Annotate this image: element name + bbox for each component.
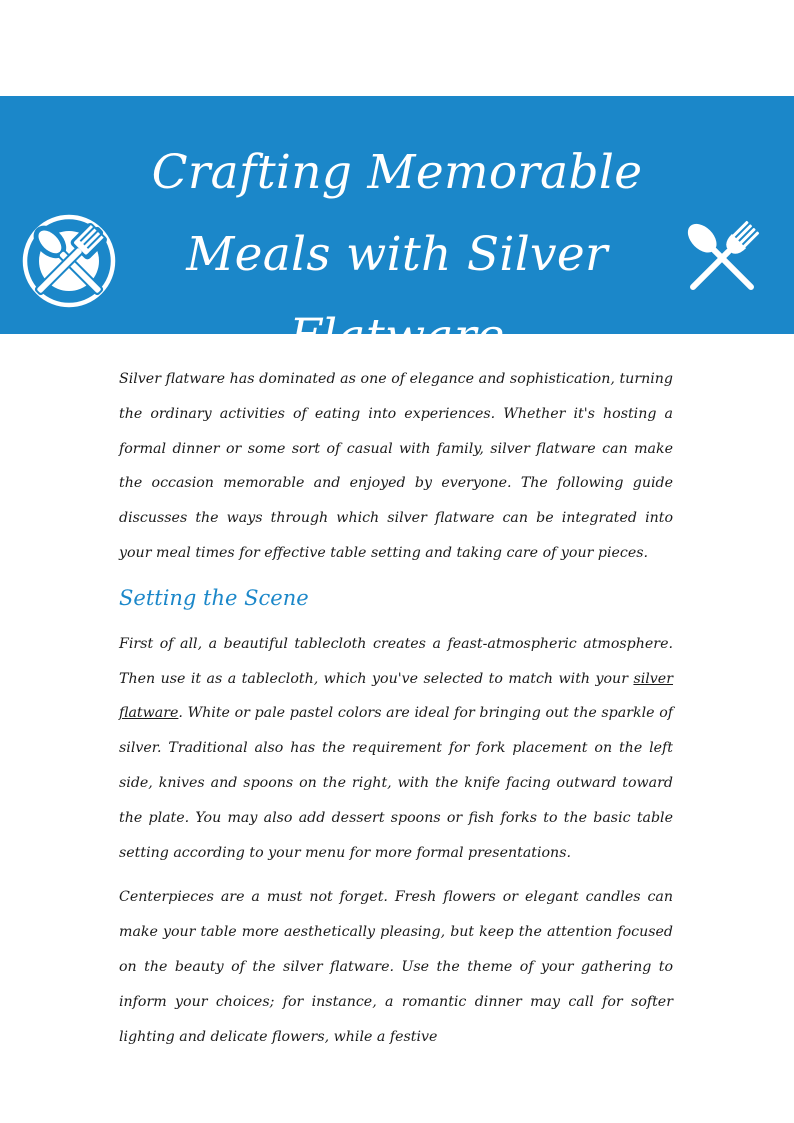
plate-fork-spoon-icon — [20, 212, 118, 310]
fork-spoon-icon — [674, 210, 770, 306]
paragraph-text: . White or pale pastel colors are ideal for bringing out the sparkle of silver. Traditional also has the requirement for fork placement on the left side, knives and spoons on the right, with the knife facing outward toward the plate. You may also add dessert spoons or fish forks to the basic table setting according to your menu for more formal presentations. — [119, 705, 673, 861]
article-body — [119, 362, 673, 1064]
section-paragraph-2: Centerpieces are a must not forget. Fresh flowers or elegant candles can make your table more aesthetically pleasing, but keep the attention focused on the beauty of the silver flatware. Use the theme of your gathering to inform your choices; for instance, a romantic dinner may call for softer lighting and delicate flowers, while a festive — [119, 889, 673, 1045]
section-paragraph-1 — [119, 627, 673, 871]
page-title: Crafting Memorable Meals with Silver Flatware — [151, 145, 643, 364]
header-banner — [0, 96, 794, 364]
section-heading: Setting the Scene — [119, 585, 309, 610]
paragraph-text: First of all, a beautiful tablecloth creates a feast-atmospheric atmosphere. Then use it as a tablecloth, which you've selected to match with your — [119, 635, 673, 687]
intro-paragraph: Silver flatware has dominated as one of elegance and sophistication, turning the ordinary activities of eating into experiences. Whether it's hosting a formal dinner or some sort of casual with family, silver flatware can make the occasion memorable and enjoyed by everyone. The following guide discusses the ways through which silver flatware can be integrated into your meal times for effective table setting and taking care of your pieces. — [119, 371, 673, 561]
silver-flatware-link[interactable]: silver flatware — [119, 670, 673, 722]
